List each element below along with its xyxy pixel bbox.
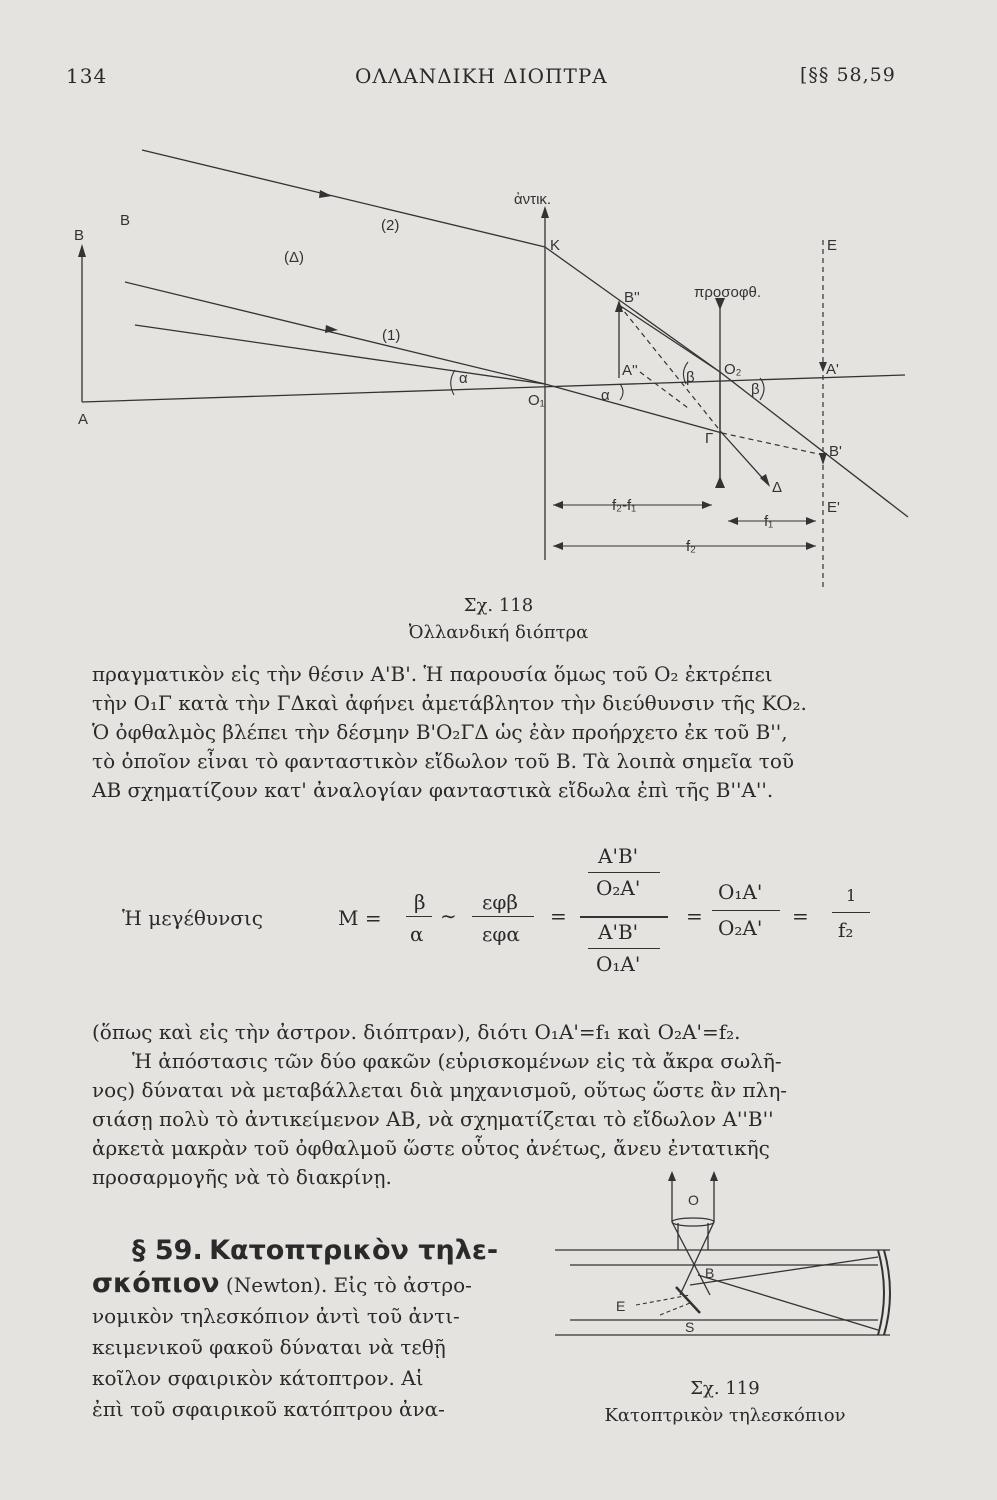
label-f1: f₁ xyxy=(764,513,774,530)
arrow-b-left xyxy=(78,244,86,257)
label-O2: O₂ xyxy=(724,361,742,378)
formula-beta: β xyxy=(414,890,426,914)
dim-arrow xyxy=(728,517,738,525)
label-A-double: A'' xyxy=(622,362,638,379)
section-number: § 59. xyxy=(132,1235,203,1266)
formula-sim: ∼ xyxy=(440,904,457,928)
text-line: νομικὸν τηλεσκόπιον ἀντὶ τοῦ ἀντι- xyxy=(92,1304,460,1328)
label-O: O xyxy=(688,1192,699,1208)
arrow-up-right xyxy=(710,1171,718,1181)
angle-alpha-2 xyxy=(620,384,623,400)
label-B-double: B'' xyxy=(624,289,640,306)
label-E-prime: E' xyxy=(827,499,840,516)
dim-arrow xyxy=(806,517,816,525)
page-number: 134 xyxy=(66,64,108,88)
section-heading-line2: σκόπιον xyxy=(92,1268,220,1299)
figure-119-number: Σχ. 119 xyxy=(690,1378,760,1399)
ray-2-refracted xyxy=(545,247,720,372)
label-S: S xyxy=(685,1319,695,1335)
formula-O2A1: O₂A' xyxy=(596,876,641,900)
label-beta-2: β xyxy=(751,381,760,398)
label-A-prime: A' xyxy=(826,361,839,378)
ray-1-diverged xyxy=(722,433,766,482)
formula-tan-beta: εφβ xyxy=(482,890,518,914)
text-line: Ἡ ἀπόστασις τῶν δύο φακῶν (εὑρισκομένων εἰς τὰ ἄκρα σωλῆ- xyxy=(132,1049,782,1073)
label-K: K xyxy=(550,237,561,254)
formula-f2: f₂ xyxy=(838,918,854,942)
section-heading-line1: Κατοπτρικὸν τηλε- xyxy=(209,1235,499,1266)
formula-eq3: = xyxy=(792,904,809,928)
section-heading-rest: (Newton). Εἰς τὸ ἀστρο- xyxy=(219,1273,472,1297)
arrow-b-prime xyxy=(819,453,827,465)
section-59 xyxy=(92,1235,522,1425)
label-ray-2: (2) xyxy=(381,217,400,234)
text-line: Ὁ ὀφθαλμὸς βλέπει τὴν δέσμην B'O₂ΓΔ ὡς ἐὰν προήρχετο ἐκ τοῦ B'', xyxy=(92,720,788,744)
concave-mirror xyxy=(878,1250,884,1335)
label-alpha-1: α xyxy=(459,370,468,387)
angle-alpha-1 xyxy=(451,370,455,395)
formula-lead: Ἡ μεγέθυνσις xyxy=(122,906,263,930)
label-delta: (Δ) xyxy=(284,249,305,266)
ray-2 xyxy=(142,150,545,247)
text-line: πραγματικὸν εἰς τὴν θέσιν A'B'. Ἡ παρουσία ὅμως τοῦ O₂ ἐκτρέπει xyxy=(92,662,773,686)
formula-alpha: α xyxy=(410,922,424,946)
formula-eq2: = xyxy=(686,904,703,928)
label-prosof: προσοφθ. xyxy=(694,284,762,301)
label-f2-f1: f₂-f₁ xyxy=(612,497,637,514)
text-line: ἀρκετὰ μακρὰν τοῦ ὀφθαλμοῦ ὥστε οὗτος ἀνέτως, ἄνευ ἐντατικῆς xyxy=(92,1136,770,1160)
label-Gamma: Γ xyxy=(705,430,714,447)
text-line: (ὅπως καὶ εἰς τὴν ἀστρον. διόπτραν), διότι O₁A'=f₁ καὶ O₂A'=f₂. xyxy=(92,1020,741,1044)
dashed-a-double-beta xyxy=(640,372,688,408)
label-B-second: B xyxy=(120,212,131,229)
label-E: E xyxy=(827,237,838,254)
angle-beta-2 xyxy=(760,378,764,400)
dim-arrow xyxy=(702,501,712,509)
label-Delta: Δ xyxy=(772,479,783,496)
formula-O1A1: O₁A' xyxy=(596,952,641,976)
label-beta-1: β xyxy=(686,369,695,386)
label-B-left: B xyxy=(74,227,85,244)
formula-eq1: = xyxy=(550,904,567,928)
dashed-gamma-b-prime xyxy=(722,433,823,455)
dashed-s-ray xyxy=(660,1303,690,1315)
figure-118-diagram xyxy=(0,0,997,600)
section-reference: [§§ 58,59 xyxy=(800,64,896,86)
figure-119-diagram xyxy=(540,1165,900,1380)
label-ray-1: (1) xyxy=(382,327,401,344)
magnification-formula xyxy=(110,840,890,990)
figure-118-number: Σχ. 118 xyxy=(463,595,534,616)
optical-axis xyxy=(82,375,905,402)
ray-2-continued xyxy=(720,372,908,517)
dim-arrow xyxy=(553,542,563,550)
formula-AB1: A'B' xyxy=(598,844,639,868)
formula-one: 1 xyxy=(846,886,857,905)
figure-119-title: Κατοπτρικὸν τηλεσκόπιον xyxy=(604,1405,846,1426)
dim-arrow xyxy=(806,542,816,550)
label-antik: ἀντικ. xyxy=(514,191,552,208)
running-title: ΟΛΛΑΝΔΙΚΗ ΔΙΟΠΤΡΑ xyxy=(355,64,608,88)
text-line: κοῖλον σφαιρικὸν κάτοπτρον. Αἱ xyxy=(92,1366,424,1390)
text-line: νος) δύναται νὰ μεταβάλλεται διὰ μηχανισμοῦ, οὕτως ὥστε ἂν πλη- xyxy=(92,1078,788,1102)
arrow-up-left xyxy=(668,1171,676,1181)
dashed-e-ray xyxy=(636,1295,690,1305)
formula-m: M = xyxy=(338,906,382,930)
text-line: τὸ ὁποῖον εἶναι τὸ φανταστικὸν εἴδωλον τοῦ B. Τὰ λοιπὰ σημεῖα τοῦ xyxy=(92,749,795,773)
text-line: προσαρμογῆς νὰ τὸ διακρίνῃ. xyxy=(92,1165,392,1189)
label-E: E xyxy=(616,1298,626,1314)
mirror-ray xyxy=(698,1275,878,1330)
formula-tan-alpha: εφα xyxy=(482,922,520,946)
label-alpha-2: α xyxy=(601,387,610,404)
label-O1: O₁ xyxy=(528,392,545,409)
text-line: τὴν O₁Γ κατὰ τὴν ΓΔκαὶ ἀφήνει ἀμετάβλητον τὴν διεύθυνσιν τῆς KO₂. xyxy=(92,691,807,715)
arrow-ray-2 xyxy=(319,190,332,198)
text-line: AB σχηματίζουν κατ' ἀναλογίαν φανταστικὰ εἴδωλα ἐπὶ τῆς B''A''. xyxy=(92,778,774,802)
formula-AB2: A'B' xyxy=(598,920,639,944)
label-B: B xyxy=(705,1265,715,1281)
label-A: A xyxy=(78,411,89,428)
text-line: σιάσῃ πολὺ τὸ ἀντικείμενον AB, νὰ σχηματίζεται τὸ εἴδωλον A''B'' xyxy=(92,1107,774,1131)
cone-left xyxy=(672,1222,710,1295)
text-line: ἐπὶ τοῦ σφαιρικοῦ κατόπτρου ἀνα- xyxy=(92,1397,445,1421)
formula-O2A2: O₂A' xyxy=(718,916,763,940)
ray-1-through-lens xyxy=(545,384,722,433)
figure-118-title: Ὀλλανδική διόπτρα xyxy=(408,622,589,643)
dim-arrow xyxy=(553,501,563,509)
formula-O1A2: O₁A' xyxy=(718,880,763,904)
label-f2: f₂ xyxy=(686,538,696,555)
flat-mirror xyxy=(676,1287,700,1313)
paragraph-1 xyxy=(92,660,937,805)
label-B-prime: B' xyxy=(829,443,842,460)
text-line: κειμενικοῦ φακοῦ δύναται νὰ τεθῇ xyxy=(92,1335,446,1359)
arrow-delta xyxy=(760,474,770,487)
arrow-eyepiece-bottom xyxy=(715,476,725,488)
eyepiece-lens xyxy=(672,1218,714,1226)
